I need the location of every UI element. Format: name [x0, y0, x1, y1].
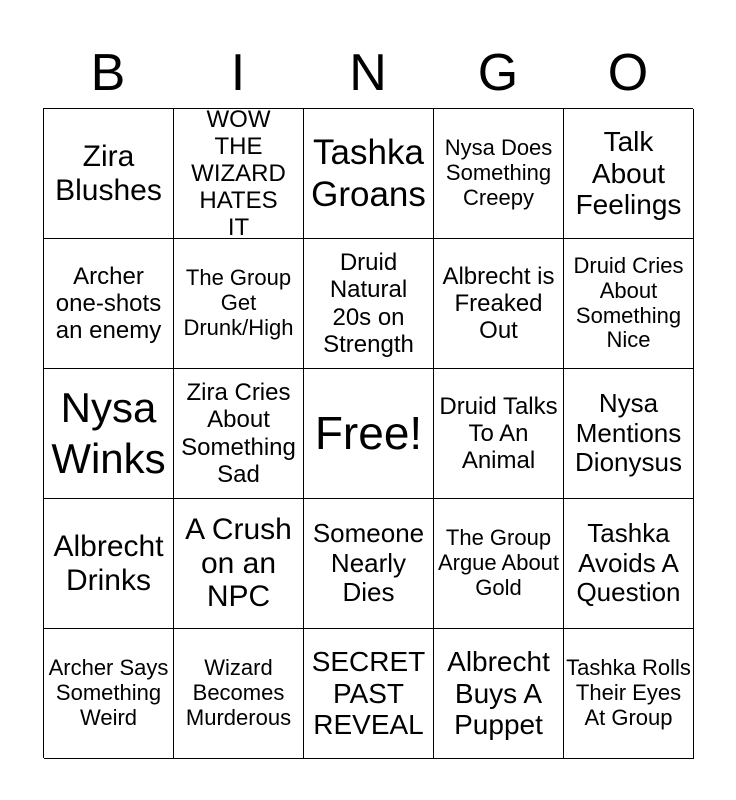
bingo-cell[interactable]: [304, 629, 434, 759]
bingo-cell[interactable]: [564, 239, 694, 369]
bingo-cell[interactable]: [44, 239, 174, 369]
bingo-cell[interactable]: [174, 629, 304, 759]
cell-text: Albrecht Buys A Puppet: [447, 646, 550, 741]
bingo-cell[interactable]: [434, 369, 564, 499]
bingo-cell[interactable]: [174, 109, 304, 239]
bingo-cell[interactable]: [174, 239, 304, 369]
cell-text: Tashka Rolls Their Eyes At Group: [566, 655, 691, 730]
cell-text: WOW THE WIZARD HATES IT: [191, 109, 286, 239]
cell-text: Druid Talks To An Animal: [439, 392, 558, 475]
cell-text: Wizard Becomes Murderous: [185, 655, 292, 730]
free-space[interactable]: [304, 369, 434, 499]
bingo-cell[interactable]: [564, 369, 694, 499]
cell-text: Tashka Groans: [311, 133, 426, 214]
cell-text: Someone Nearly Dies: [312, 518, 425, 608]
cell-text: Free!: [314, 406, 423, 459]
bingo-header: [43, 40, 693, 106]
header-letter-b: B: [90, 44, 126, 102]
bingo-board: [43, 108, 693, 758]
bingo-cell[interactable]: [564, 109, 694, 239]
header-letter-n: N: [349, 44, 387, 102]
bingo-cell[interactable]: [564, 499, 694, 629]
bingo-cell[interactable]: [304, 109, 434, 239]
cell-text: Albrecht Drinks: [53, 529, 164, 597]
bingo-cell[interactable]: [434, 109, 564, 239]
bingo-cell[interactable]: [304, 239, 434, 369]
bingo-cell[interactable]: [44, 499, 174, 629]
cell-text: Archer Says Something Weird: [48, 655, 169, 730]
bingo-cell[interactable]: [434, 239, 564, 369]
cell-text: Druid Natural 20s on Strength: [323, 249, 414, 358]
bingo-cell[interactable]: [304, 499, 434, 629]
cell-text: Zira Cries About Something Sad: [181, 379, 296, 488]
header-letter-g: G: [477, 44, 519, 102]
cell-text: Talk About Feelings: [575, 126, 682, 221]
cell-text: Albrecht is Freaked Out: [442, 262, 555, 345]
bingo-cell[interactable]: [44, 109, 174, 239]
bingo-cell[interactable]: [44, 629, 174, 759]
bingo-cell[interactable]: [174, 369, 304, 499]
cell-text: SECRET PAST REVEAL: [311, 646, 426, 741]
cell-text: Nysa Winks: [51, 384, 166, 482]
cell-text: The Group Argue About Gold: [437, 525, 560, 600]
bingo-cell[interactable]: [434, 629, 564, 759]
cell-text: Zira Blushes: [55, 139, 162, 207]
cell-text: Nysa Does Something Creepy: [444, 135, 553, 210]
bingo-cell[interactable]: [434, 499, 564, 629]
bingo-cell[interactable]: [564, 629, 694, 759]
cell-text: Archer one-shots an enemy: [55, 262, 162, 345]
cell-text: The Group Get Drunk/High: [183, 265, 294, 340]
cell-text: A Crush on an NPC: [185, 512, 292, 614]
header-letter-o: O: [607, 44, 649, 102]
bingo-cell[interactable]: [44, 369, 174, 499]
header-letter-i: I: [230, 44, 246, 102]
cell-text: Nysa Mentions Dionysus: [575, 388, 682, 478]
cell-text: Tashka Avoids A Question: [576, 518, 681, 608]
cell-text: Druid Cries About Something Nice: [573, 252, 684, 353]
bingo-cell[interactable]: [174, 499, 304, 629]
